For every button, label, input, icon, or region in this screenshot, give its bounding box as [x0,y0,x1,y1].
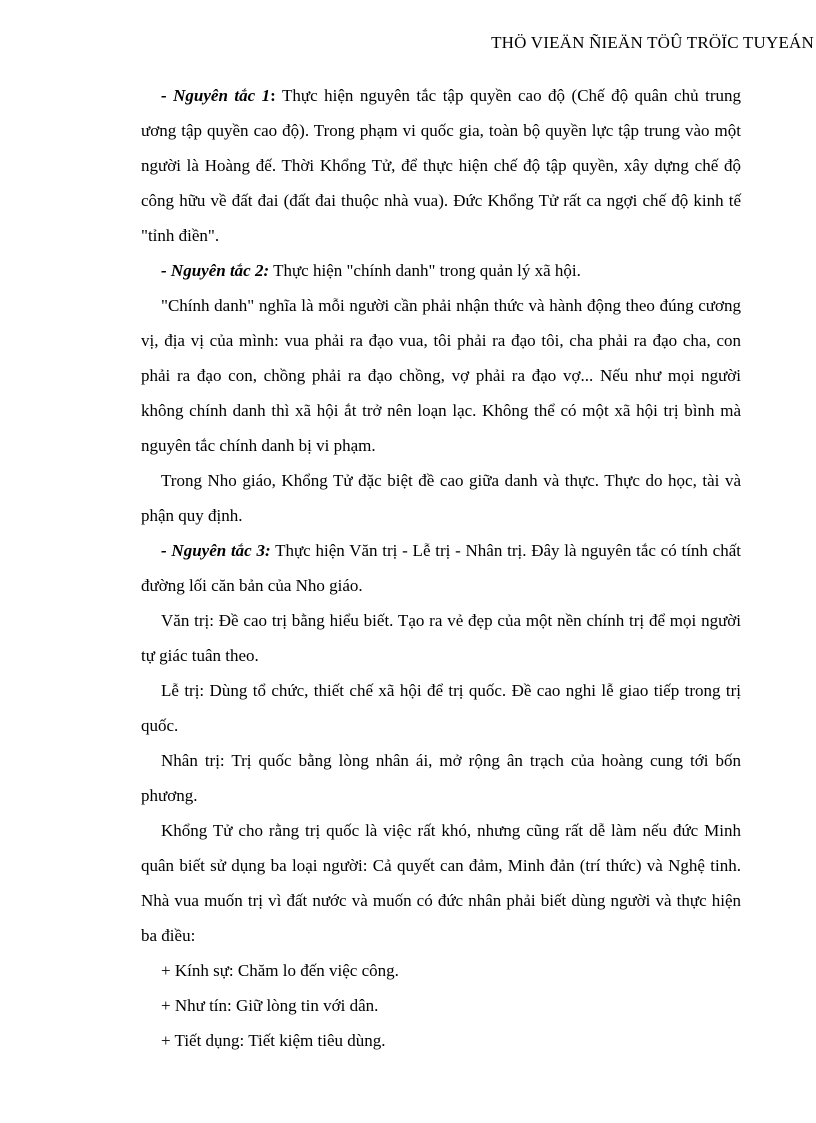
list-item-tiet-dung: + Tiết dụng: Tiết kiệm tiêu dùng. [161,1031,386,1050]
paragraph-text: Thực hiện Văn trị - Lễ trị - Nhân trị. Đây là nguyên tắc có tính chất đường lối căn bản của Nho giáo. [141,541,741,595]
paragraph-principle-2 [141,253,741,288]
paragraph-text: Thực hiện "chính danh" trong quản lý xã hội. [269,261,581,280]
paragraph-nho-giao: Trong Nho giáo, Khổng Tử đặc biệt đề cao giữa danh và thực. Thực do học, tài và phận quy định. [141,471,741,525]
paragraph-nhan-tri: Nhân trị: Trị quốc bằng lòng nhân ái, mở rộng ân trạch của hoàng cung tới bốn phương. [141,751,741,805]
principle-3-label: - Nguyên tắc 3: [161,541,271,560]
list-item-nhu-tin: + Như tín: Giữ lòng tin với dân. [161,996,379,1015]
paragraph-text: Thực hiện nguyên tắc tập quyền cao độ (Chế độ quân chủ trung ương tập quyền cao độ). Trong phạm vi quốc gia, toàn bộ quyền lực tập trung vào một người là Hoàng đế. Thời Khổng Tử, để thực hiện chế độ tập quyền, xây dựng chế độ công hữu về đất đai (đất đai thuộc nhà vua). Đức Khổng Tử rất ca ngợi chế độ kinh tế "tỉnh điền". [141,86,741,245]
page-header: THÖ VIEÄN ÑIEÄN TÖÛ TRÖÏC TUYEÁN [491,33,814,52]
paragraph-le-tri: Lễ trị: Dùng tổ chức, thiết chế xã hội để trị quốc. Đề cao nghi lễ giao tiếp trong trị quốc. [141,681,741,735]
principle-1-label: - Nguyên tắc 1 [161,86,271,105]
paragraph-principle-1 [141,78,741,253]
paragraph-chinh-danh: "Chính danh" nghĩa là mỗi người cần phải nhận thức và hành động theo đúng cương vị, địa vị của mình: vua phải ra đạo vua, tôi phải ra đạo tôi, cha phải ra đạo cha, con phải ra đạo con, chồng phải ra đạo chồng, vợ phải ra đạo vợ... Nếu như mọi người không chính danh thì xã hội ắt trở nên loạn lạc. Không thể có một xã hội trị bình mà nguyên tắc chính danh bị vi phạm. [141,296,741,455]
paragraph-khong-tu: Khổng Tử cho rằng trị quốc là việc rất khó, nhưng cũng rất dễ làm nếu đức Minh quân biết sử dụng ba loại người: Cả quyết can đảm, Minh đản (trí thức) và Nghệ tinh. Nhà vua muốn trị vì đất nước và muốn có đức nhân phải biết dùng người và thực hiện ba điều: [141,821,741,945]
document-body [141,78,741,1058]
list-item-kinh-su: + Kính sự: Chăm lo đến việc công. [161,961,399,980]
principle-1-colon: : [270,86,276,105]
paragraph-van-tri: Văn trị: Đề cao trị bằng hiểu biết. Tạo ra vẻ đẹp của một nền chính trị để mọi người tự giác tuân theo. [141,611,741,665]
principle-2-label: - Nguyên tắc 2: [161,261,270,280]
paragraph-principle-3 [141,533,741,603]
